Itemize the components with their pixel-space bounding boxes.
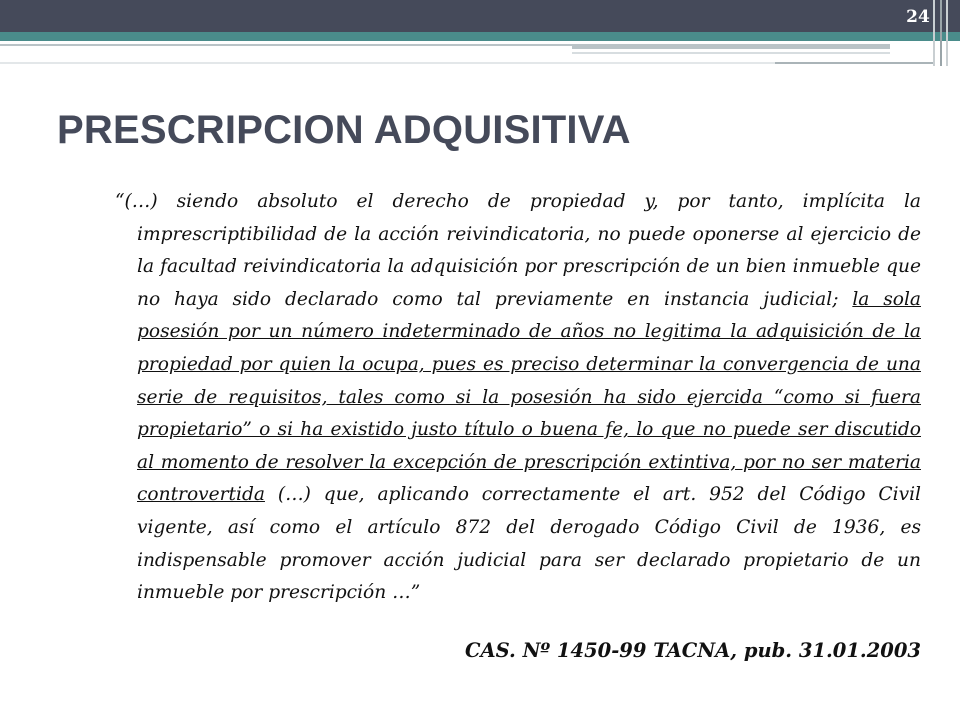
quote-text-closing: (…) que, aplicando correctamente el art. 952 del Código Civil vigente, así como el artículo 872 del derogado Código Civil de 1936, es indispensable promover acción judicial para ser declarado propietario de un inmueble por prescripción …” bbox=[137, 484, 921, 604]
case-citation: CAS. Nº 1450-99 TACNA, pub. 31.01.2003 bbox=[464, 639, 921, 662]
decor-line bbox=[0, 62, 775, 64]
quote-text-underlined: la sola posesión por un número indeterminado de años no legitima la adquisición de la propiedad por quien la ocupa, pues es preciso determinar la convergencia de una serie de requisitos, tales como si la posesión ha sido ejercida “como si fuera propietario” o si ha existido justo título o buena fe, lo que no puede ser discutido al momento de resolver la excepción de prescripción extintiva, por no ser materia controvertida bbox=[137, 288, 921, 506]
quote-paragraph bbox=[115, 186, 921, 610]
quote-text-intro: “(…) siendo absoluto el derecho de propiedad y, por tanto, implícita la imprescriptibilidad de la acción reivindicatoria, no puede oponerse al ejercicio de la facultad reivindicatoria la adquisición por prescripción de un bien inmueble que no haya sido declarado como tal previamente en instancia judicial; bbox=[115, 191, 921, 310]
page-number: 24 bbox=[906, 7, 930, 27]
header-teal-stripe bbox=[0, 32, 960, 41]
slide-title: PRESCRIPCION ADQUISITIVA bbox=[57, 108, 631, 152]
decor-line bbox=[775, 62, 935, 64]
header-band bbox=[0, 0, 960, 32]
decor-vertical-line bbox=[946, 0, 948, 66]
decor-line bbox=[572, 52, 890, 54]
decor-line bbox=[0, 44, 572, 46]
decor-vertical-line bbox=[940, 0, 942, 66]
decor-line bbox=[572, 44, 890, 49]
